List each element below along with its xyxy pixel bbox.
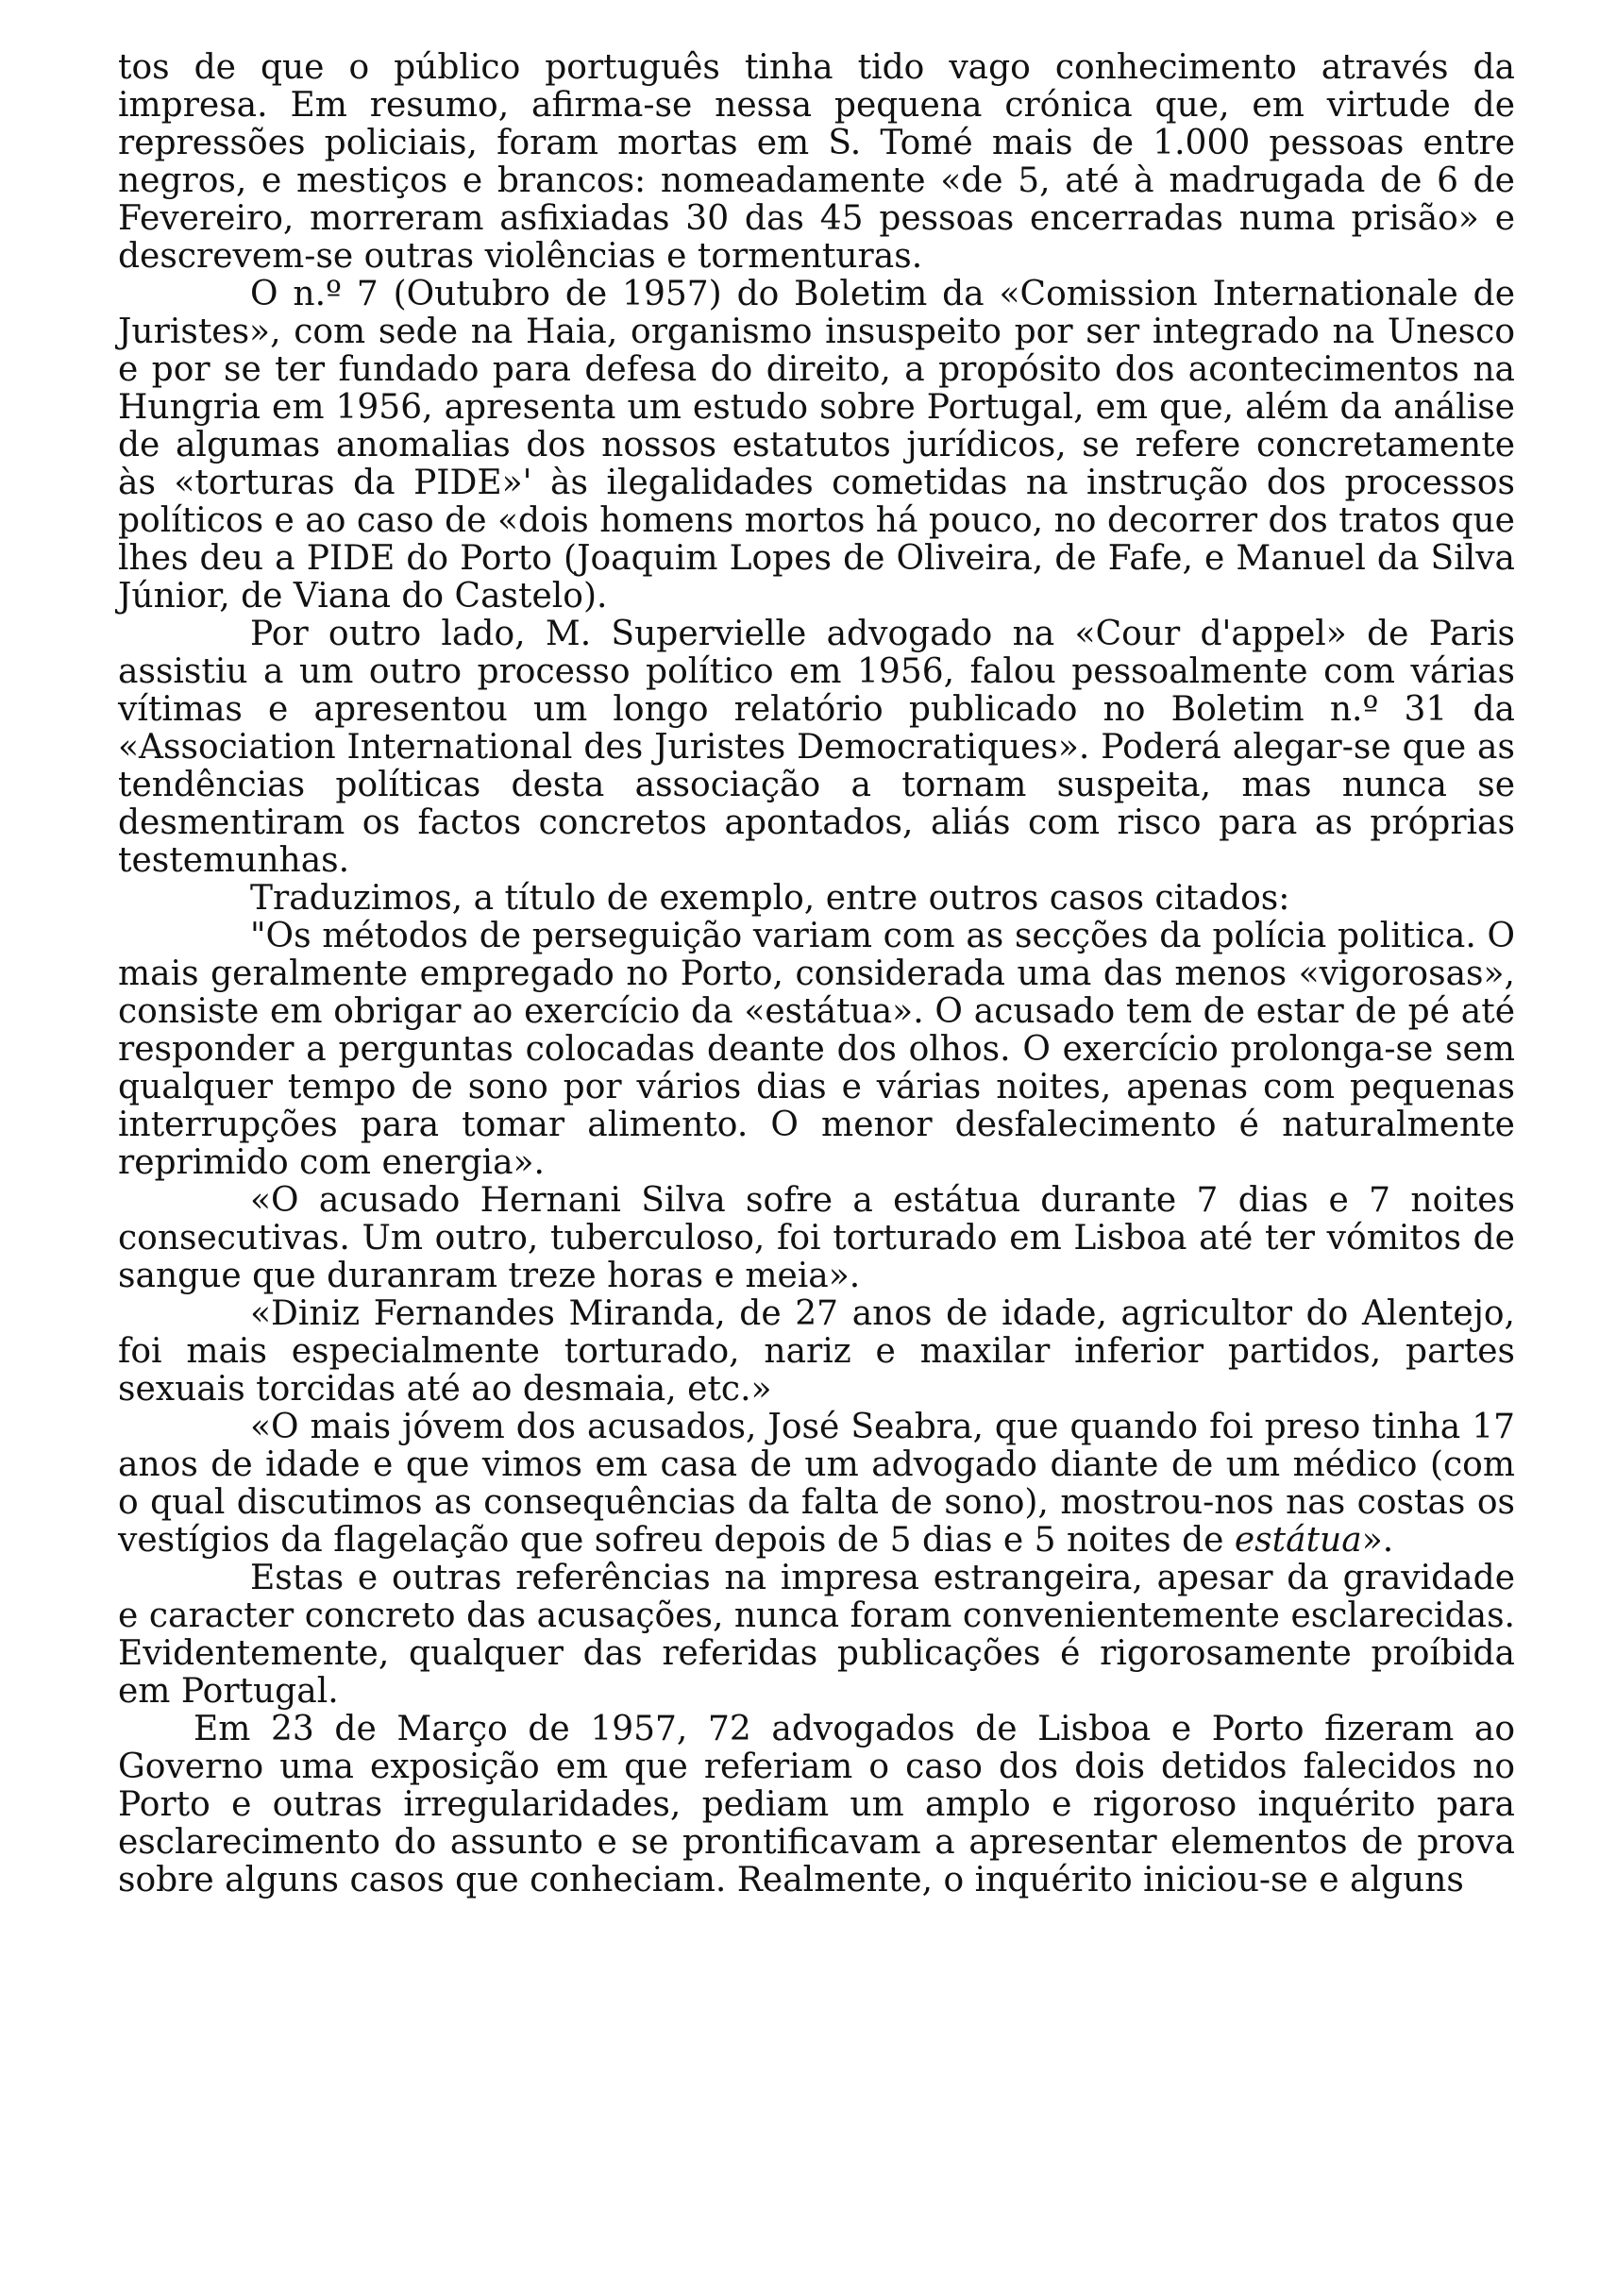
paragraph-lawyers-exposition: Em 23 de Março de 1957, 72 advogados de Lisboa e Porto fizeram ao Governo uma exposição em que referiam o caso dos dois detidos falecidos no Porto e outras irregularidades, pediam um amplo e rigoroso inquérito para esclarecimento do assunto e se prontificavam a apresentar elementos de prova sobre alguns casos que conheciam. Realmente, o inquérito iniciou-se e alguns — [118, 1710, 1515, 1899]
quote-persecution-methods: "Os métodos de perseguição variam com as secções da polícia politica. O mais geralmente empregado no Porto, considerada uma das menos «vigorosas», consiste em obrigar ao exercício da «estátua». O acusado tem de estar de pé até responder a perguntas colocadas deante dos olhos. O exercício prolonga-se sem qualquer tempo de sono por vários dias e várias noites, apenas com pequenas interrupções para tomar alimento. O menor desfalecimento é naturalmente reprimido com energia». — [118, 917, 1515, 1182]
quote-diniz-miranda: «Diniz Fernandes Miranda, de 27 anos de idade, agricultor do Alentejo, foi mais especialmente torturado, nariz e maxilar inferior partidos, partes sexuais torcidas até ao desmaia, etc.» — [118, 1294, 1515, 1409]
paragraph-continuation: tos de que o público português tinha tido vago conhecimento através da impresa. Em resumo, afirma-se nessa pequena crónica que, em virtude de repressões policiais, foram mortas em S. Tomé mais de 1.000 pessoas entre negros, e mestiços e brancos: nomeadamente «de 5, até à madrugada de 6 de Fevereiro, morreram asfixiadas 30 das 45 pessoas encerradas numa prisão» e descrevem-se outras violências e tormenturas. — [118, 48, 1515, 276]
quote-jose-seabra-italic: estátua — [1234, 1521, 1362, 1560]
paragraph-foreign-press: Estas e outras referências na impresa estrangeira, apesar da gravidade e caracter concreto das acusações, nunca foram convenientemente esclarecidas. Evidentemente, qualquer das referidas publicações é rigorosamente proíbida em Portugal. — [118, 1559, 1515, 1711]
quote-jose-seabra-tail: ». — [1361, 1521, 1394, 1560]
quote-jose-seabra-text: «O mais jóvem dos acusados, José Seabra, que quando foi preso tinha 17 anos de idade e que vimos em casa de um advogado diante de um médico (com o qual discutimos as consequências da falta de sono), mostrou-nos nas costas os vestígios da flagelação que sofreu depois de 5 dias e 5 noites de — [118, 1408, 1515, 1560]
paragraph-translation-intro: Traduzimos, a título de exemplo, entre outros casos citados: — [250, 879, 1290, 918]
document-page — [118, 49, 1515, 2258]
quote-hernani-silva: «O acusado Hernani Silva sofre a estátua durante 7 dias e 7 noites consecutivas. Um outro, tuberculoso, foi torturado em Lisboa até ter vómitos de sangue que duranram treze horas e meia». — [118, 1181, 1515, 1295]
paragraph-supervielle: Por outro lado, M. Supervielle advogado na «Cour d'appel» de Paris assistiu a um outro processo político em 1956, falou pessoalmente com várias vítimas e apresentou um longo relatório publicado no Boletim n.º 31 da «Association International des Juristes Democratiques». Poderá alegar-se que as tendências políticas desta associação a tornam suspeita, mas nunca se desmentiram os factos concretos apontados, aliás com risco para as próprias testemunhas. — [118, 615, 1515, 880]
quote-jose-seabra — [118, 1409, 1515, 1560]
paragraph-comission-internationale: O n.º 7 (Outubro de 1957) do Boletim da «Comission Internationale de Juristes», com sede na Haia, organismo insuspeito por ser integrado na Unesco e por se ter fundado para defesa do direito, a propósito dos acontecimentos na Hungria em 1956, apresenta um estudo sobre Portugal, em que, além da análise de algumas anomalias dos nossos estatutos jurídicos, se refere concretamente às «torturas da PIDE»' às ilegalidades cometidas na instrução dos processos políticos e ao caso de «dois homens mortos há pouco, no decorrer dos tratos que lhes deu a PIDE do Porto (Joaquim Lopes de Oliveira, de Fafe, e Manuel da Silva Júnior, de Viana do Castelo). — [118, 275, 1515, 616]
